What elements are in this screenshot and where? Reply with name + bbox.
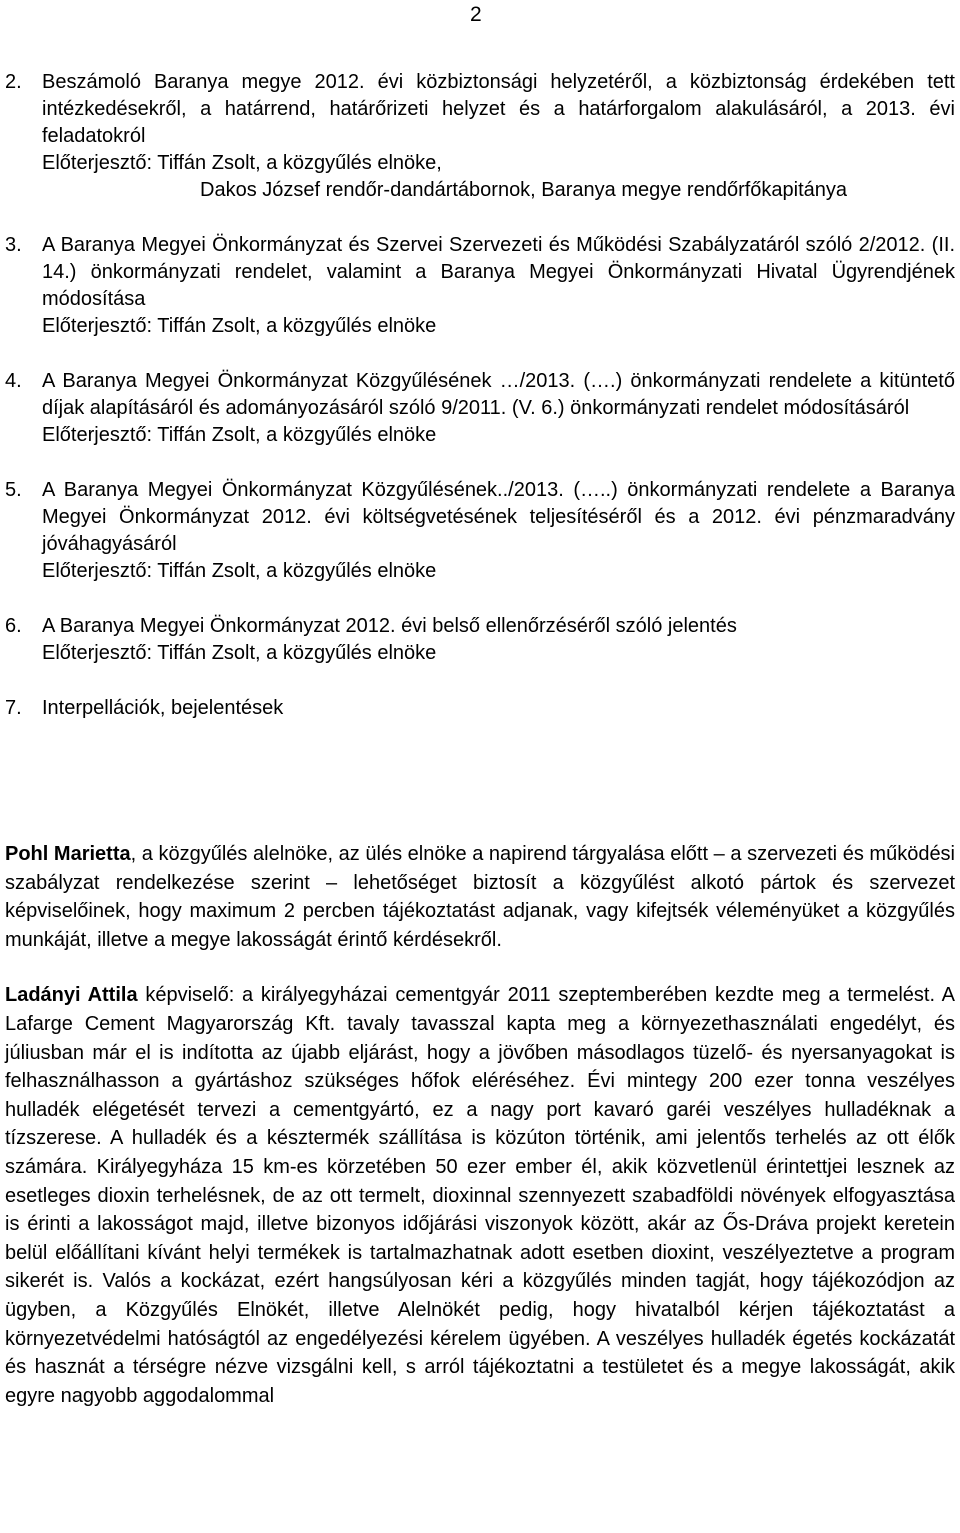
speaker-name: Ladányi Attila xyxy=(5,984,138,1007)
agenda-item-title: A Baranya Megyei Önkormányzat és Szervei Szervezeti és Működési Szabályzatáról szóló 2/2012. (II. 14.) önkormányzati rendelet, valamint a Baranya Megyei Önkormányzati Hivatal Ügyrendjének módosítása xyxy=(42,234,955,310)
agenda-item-presenter: Előterjesztő: Tiffán Zsolt, a közgyűlés elnöke xyxy=(42,560,437,582)
agenda-item-co-presenter: Dakos József rendőr-dandártábornok, Baranya megye rendőrfőkapitánya xyxy=(200,179,848,201)
agenda-item xyxy=(0,368,960,449)
agenda-item xyxy=(0,477,960,585)
agenda-item-title: Interpellációk, bejelentések xyxy=(42,697,284,719)
agenda-item xyxy=(0,613,960,667)
agenda-item-number: 3. xyxy=(5,234,22,256)
agenda-item-number: 6. xyxy=(5,615,22,637)
presenter-label: Előterjesztő: xyxy=(42,152,153,174)
agenda-item xyxy=(0,69,960,204)
speaker-name: Pohl Marietta xyxy=(5,843,131,865)
paragraph-text: képviselő: a királyegyházai cementgyár 2011 szeptemberében kezdte meg a termelést. A Lafarge Cement Magyarország Kft. tavaly tavasszal kapta meg a környezethasználati engedélyt, és júliusban már el is indította az újabb eljárást, hogy a jövőben másodlagos tüzelő- és nyersanyagokat is felhasználhasson a gyártáshoz szükséges hőfok eléréséhez. Évi mintegy 200 ezer tonna veszélyes hulladék elégetését tervezi a cementgyártó, ez a nagy port kavaró garéi veszélyes hulladéknak a tízszerese. A hulladék és a késztermék szállítása is közúton történik, ami jelentős terhelés az ott élők számára. Királyegyháza 15 km-es körzetében 50 ezer ember él, akik közvetlenül érintettjei lesznek az esetleges dioxin terhelésnek, de az ott termelt, dioxinnal szennyezett szabadföldi növények elfogyasztása is érinti a lakosságot majd, illetve bizonyos időjárási viszonyok között, akár az Ős-Dráva projekt keretein belül előállítani kívánt helyi termékek is tartalmazhatnak adott esetben dioxint, veszélyeztetve a program sikerét is. Valós a kockázat, ezért hangsúlyosan kéri a közgyűlés minden tagját, hogy tájékozódjon az ügyben, a Közgyűlés Elnökét, illetve Alelnökét pedig, hogy hivatalból kérjen tájékoztatást a környezetvédelmi hatóságtól az engedélyezési kérelem ügyében. A veszélyes hulladék égetés kockázatát és hasznát a térségre nézve vizsgálni kell, s arról tájékoztatni a testületet és a megye lakosságát, akik egyre nagyobb aggodalommal xyxy=(5,984,956,1407)
page-number: 2 xyxy=(470,3,482,26)
minutes-paragraph xyxy=(5,840,955,954)
paragraph-text: , a közgyűlés alelnöke, az ülés elnöke a napirend tárgyalása előtt – a szervezeti és működési szabályzat rendelkezése szerint – lehetőséget biztosít a közgyűlést alkotó pártok és szervezet képviselőinek, hogy maximum 2 percben tájékoztatást adjanak, vagy kifejtsék véleményüket a közgyűlés munkáját, illetve a megye lakosságát érintő kérdésekről. xyxy=(5,843,956,951)
agenda-list xyxy=(0,69,960,750)
agenda-item-presenter xyxy=(42,150,960,177)
agenda-item-title: A Baranya Megyei Önkormányzat Közgyűlésének../2013. (…..) önkormányzati rendelete a Baranya Megyei Önkormányzat 2012. évi költségvetésének teljesítéséről és a 2012. évi pénzmaradvány jóváhagyásáról xyxy=(42,479,955,555)
agenda-item xyxy=(0,232,960,340)
minutes-body xyxy=(5,840,955,1437)
agenda-item xyxy=(0,695,960,722)
agenda-item-title: A Baranya Megyei Önkormányzat Közgyűlésének …/2013. (….) önkormányzati rendelete a kitüntető díjak alapításáról és adományozásáról szóló 9/2011. (V. 6.) önkormányzati rendelet módosításáról xyxy=(42,370,955,419)
agenda-item-presenter: Előterjesztő: Tiffán Zsolt, a közgyűlés elnöke xyxy=(42,315,437,337)
agenda-item-number: 7. xyxy=(5,697,22,719)
agenda-item-number: 5. xyxy=(5,479,22,501)
presenter-name: Tiffán Zsolt, a közgyűlés elnöke, xyxy=(157,152,442,174)
agenda-item-number: 2. xyxy=(5,71,22,93)
agenda-item-title: A Baranya Megyei Önkormányzat 2012. évi belső ellenőrzéséről szóló jelentés xyxy=(42,615,737,637)
agenda-item-title: Beszámoló Baranya megye 2012. évi közbiztonsági helyzetéről, a közbiztonság érdekében tett intézkedésekről, a határrend, határőrizeti helyzet és a határforgalom alakulásáról, a 2013. évi feladatokról xyxy=(42,71,955,147)
agenda-item-presenter: Előterjesztő: Tiffán Zsolt, a közgyűlés elnöke xyxy=(42,642,437,664)
agenda-item-presenter: Előterjesztő: Tiffán Zsolt, a közgyűlés elnöke xyxy=(42,424,437,446)
agenda-item-number: 4. xyxy=(5,370,22,392)
minutes-paragraph xyxy=(5,981,955,1410)
